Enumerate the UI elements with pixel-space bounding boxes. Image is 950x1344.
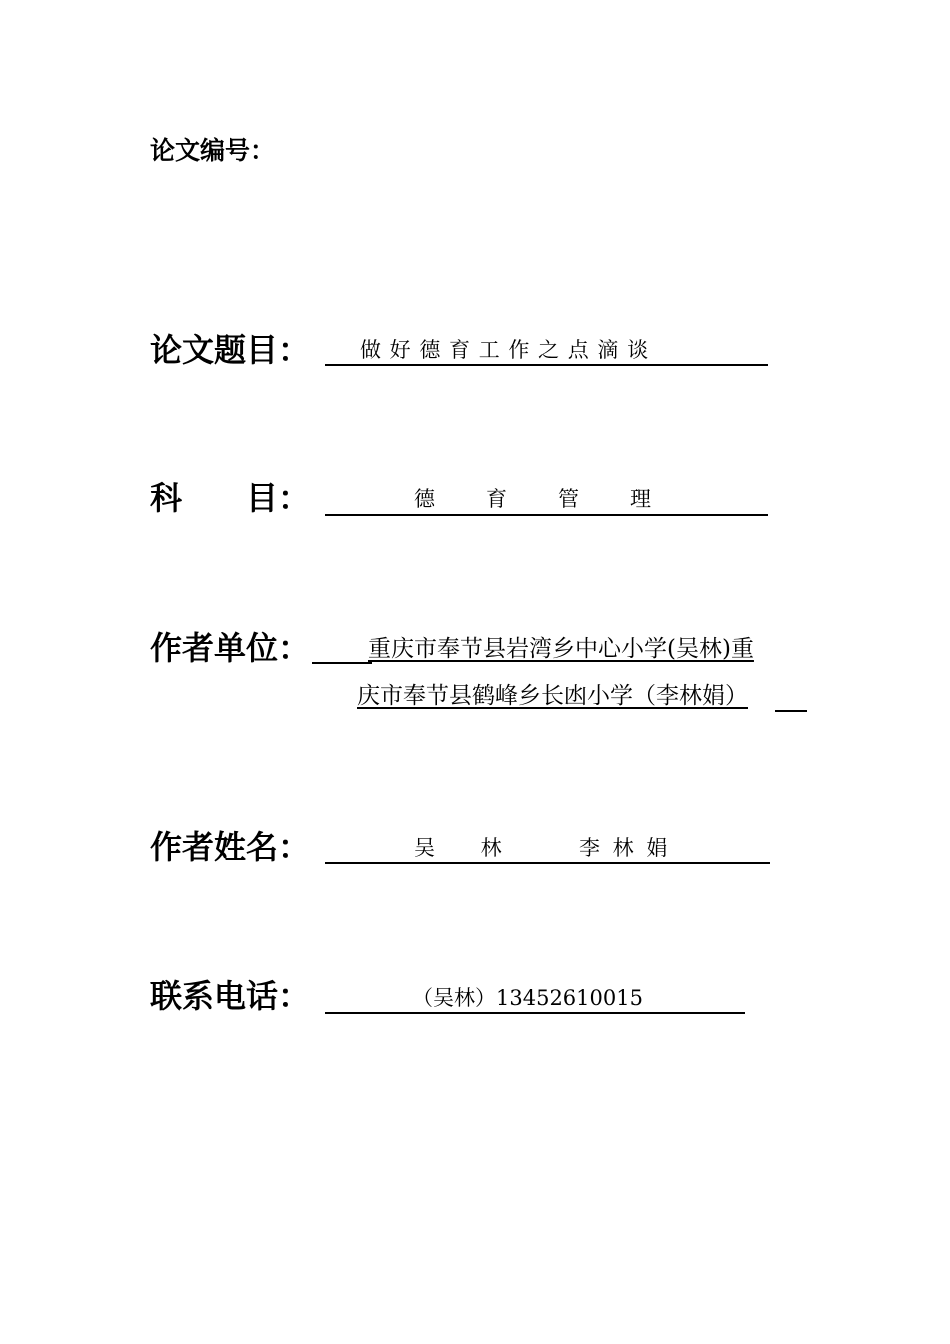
author-unit-line1: 重庆市奉节县岩湾乡中心小学(吴林)重: [368, 636, 754, 662]
subject-underline: [325, 514, 768, 516]
author-unit-label: 作者单位：: [150, 629, 311, 667]
subject-value: 德 育 管 理: [414, 487, 654, 511]
author-unit-underline-tail: [775, 710, 807, 712]
author-unit-underline-lead: [312, 662, 372, 664]
author-name-value-1: 吴 林: [414, 836, 508, 860]
phone-label: 联系电话：: [150, 977, 311, 1015]
phone-value: （吴林）13452610015: [412, 986, 643, 1010]
subject-label: [150, 479, 311, 517]
subject-label-text: 科 目：: [150, 479, 311, 517]
title-label: 论文题目：: [150, 331, 311, 369]
phone-underline: [325, 1012, 745, 1014]
title-value: 做 好 德 育 工 作 之 点 滴 谈: [360, 338, 650, 362]
author-name-label: 作者姓名：: [150, 828, 311, 866]
author-name-underline: [325, 862, 770, 864]
title-underline: [325, 364, 768, 366]
author-unit-line2: 庆市奉节县鹤峰乡长凼小学（李林娟）: [357, 683, 748, 709]
paper-number-label: 论文编号：: [150, 136, 276, 165]
author-name-value-2: 李 林 娟: [579, 836, 671, 860]
